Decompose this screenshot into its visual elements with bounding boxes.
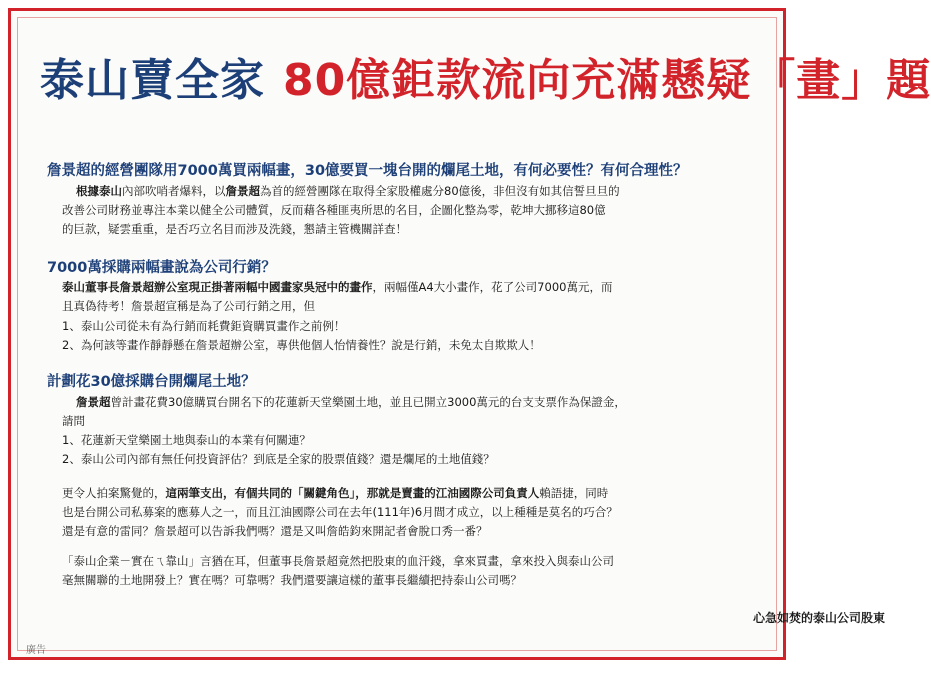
section-2-line-4: 2、為何該等畫作靜靜懸在詹景超辦公室，專供他個人怡情養性？說是行銷，未免太自欺欺人！ [62,338,541,352]
paragraph-4-line-2: 也是台開公司私募案的應募人之一，而且江油國際公司在去年(111年)6月間才成立，以上種種是莫名的巧合？ [62,505,618,519]
section-1-line-1: 根據泰山內部吹哨者爆料，以詹景超為首的經營團隊在取得全家股權處分80億後，非但沒有如其信誓旦旦的 [76,184,620,198]
headline [40,44,931,108]
section-2-line-2: 且真偽待考！詹景超宣稱是為了公司行銷之用，但 [62,299,315,313]
question-3: 計劃花30億採購台開爛尾土地？ [47,374,256,390]
paragraph-5-line-1: 「泰山企業－實在ㄟ靠山」言猶在耳，但董事長詹景超竟然把股東的血汗錢，拿來買畫，拿來投入與泰山公司 [62,554,614,568]
section-3-line-4: 2、泰山公司內部有無任何投資評估？到底是全家的股票值錢？還是爛尾的土地值錢？ [62,452,495,466]
section-3-line-1: 詹景超曾計畫花費30億購買台開名下的花蓮新天堂樂園土地，並且已開立3000萬元的台支支票作為保證金， [76,395,626,409]
question-1: 詹景超的經營團隊用7000萬買兩幅畫，30億要買一塊台開的爛尾土地，有何必要性？有何合理性？ [47,163,688,179]
signature: 心急如焚的泰山公司股東 [752,611,885,625]
section-2-line-3: 1、泰山公司從未有為行銷而耗費鉅資購買畫作之前例！ [62,319,346,333]
headline-part-2: 80億鉅款流向充滿懸疑「畫」題 [283,55,931,106]
paragraph-5-line-2: 毫無關聯的土地開發上？實在嗎？可靠嗎？我們還要讓這樣的董事長繼續把持泰山公司嗎？ [62,573,522,587]
question-2: 7000萬採購兩幅畫說為公司行銷？ [47,260,276,276]
ad-label: 廣告 [26,645,46,656]
paragraph-4-line-3: 還是有意的雷同？詹景超可以告訴我們嗎？還是又叫詹皓鈞來開記者會脫口秀一番？ [62,524,488,538]
headline-part-1: 泰山賣全家 [40,55,265,106]
section-3-line-3: 1、花蓮新天堂樂園土地與泰山的本業有何關連？ [62,433,311,447]
section-2-line-1: 泰山董事長詹景超辦公室現正掛著兩幅中國畫家吳冠中的畫作，兩幅僅A4大小畫作，花了公司7000萬元，而 [62,280,613,294]
paragraph-4-line-1: 更令人拍案驚覺的，這兩筆支出，有個共同的「關鍵角色」，那就是賣畫的江油國際公司負責人賴語捷，同時 [62,486,609,500]
section-1-line-3: 的巨款，疑雲重重，是否巧立名目而涉及洗錢，懇請主管機關詳查！ [62,222,407,236]
section-1-line-2: 改善公司財務並專注本業以健全公司體質，反而藉各種匪夷所思的名目，企圖化整為零，乾坤大挪移這80億 [62,203,606,217]
section-3-line-2: 請問 [62,414,85,428]
